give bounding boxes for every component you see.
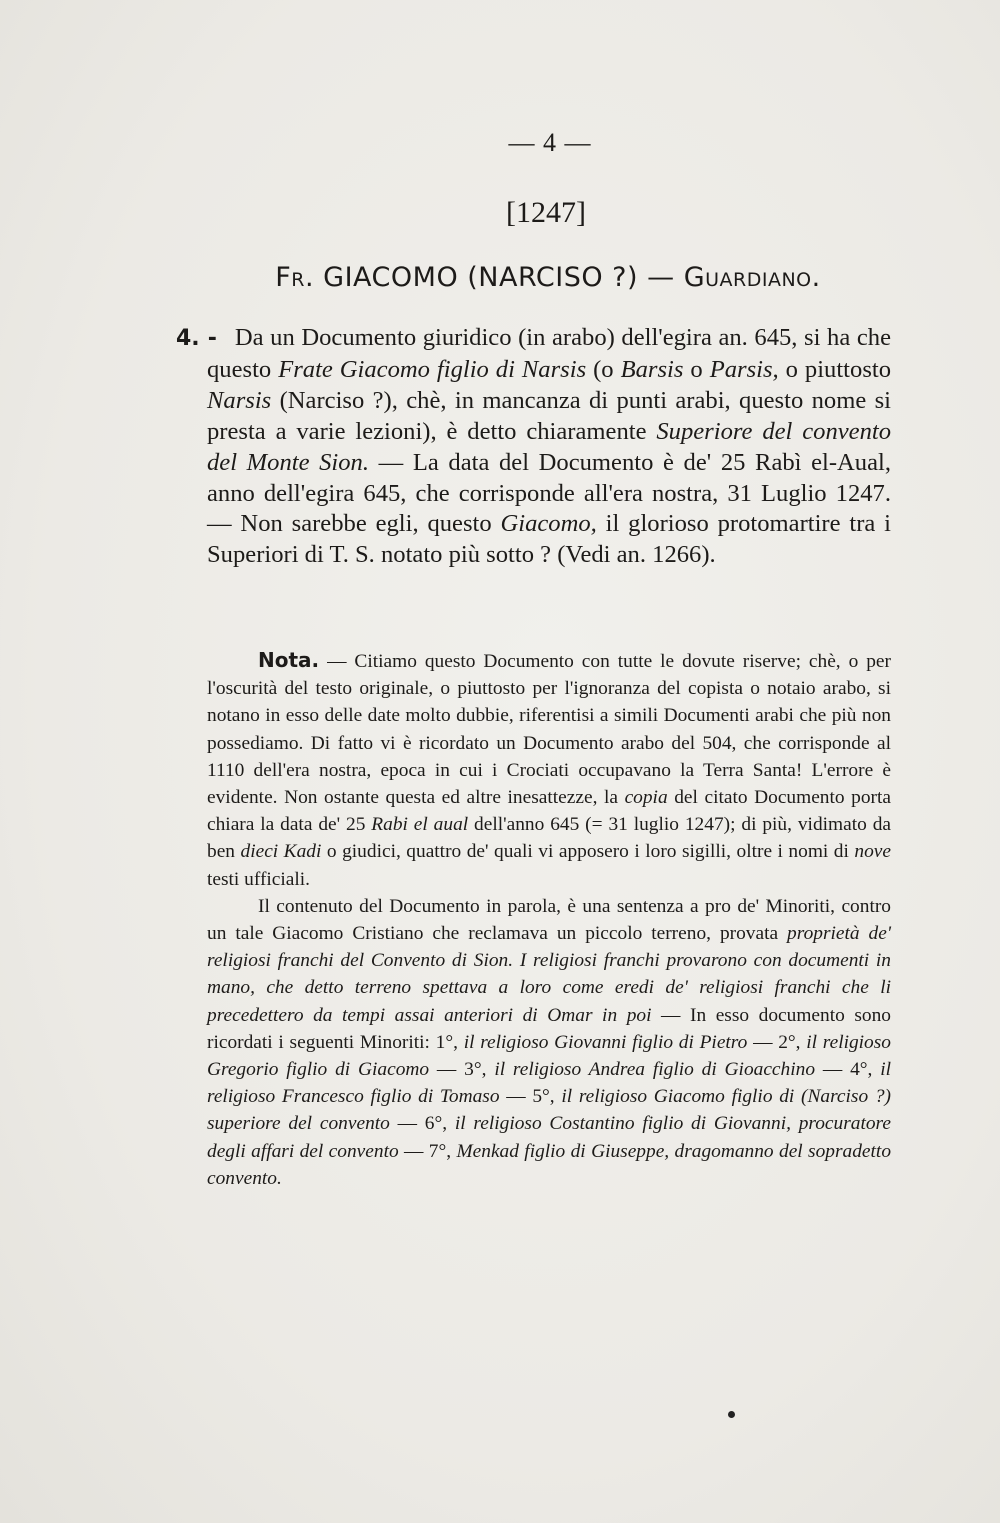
italic-text: copia	[624, 787, 668, 809]
ink-spot	[728, 1411, 735, 1418]
text-run: o	[683, 355, 710, 383]
italic-text: il religioso Gregorio figlio di Giacomo	[207, 1031, 891, 1081]
note-paragraph-2-body	[207, 896, 891, 1189]
text-run: Da un Documento giuridico (in arabo) dell'egira an. 645, si ha che questo	[207, 324, 891, 383]
text-run: — La data del Documento è de' 25 Rabì el-Aual, anno dell'egira 645, che corrisponde all'era nostra, 31 Luglio 1247. — Non sarebbe egli, questo	[207, 448, 892, 538]
text-run: o giudici, quattro de' quali vi apposero i loro sigilli, oltre i nomi di	[321, 841, 855, 863]
note-paragraph-2	[207, 893, 891, 1192]
italic-text: Giacomo,	[500, 510, 597, 538]
entry-number: 4. -	[176, 326, 217, 351]
italic-text: Menkad figlio di Giuseppe, dragomanno del sopradetto convento.	[207, 1140, 892, 1189]
year-heading: [1247]	[506, 196, 586, 229]
italic-text: Rabi el aual	[371, 814, 469, 836]
italic-text: Narsis	[207, 386, 272, 414]
text-run: Il contenuto del Documento in parola, è una sentenza a pro de' Minoriti, contro un tale Giacomo Cristiano che reclamava un piccolo terreno, provata	[207, 895, 891, 945]
entry-paragraph	[176, 323, 892, 571]
entry-body	[207, 324, 891, 568]
text-run: del citato Documento porta chiara la data de' 25	[207, 787, 891, 836]
text-run: (Narciso ?), chè, in mancanza di punti arabi, questo nome si presta a varie lezioni), è detto chiaramente	[207, 386, 891, 445]
italic-text: nove	[854, 841, 891, 863]
text-run: — 4°,	[815, 1059, 881, 1081]
text-run: — 6°,	[389, 1113, 455, 1135]
italic-text: Superiore del convento del Monte Sion.	[207, 417, 892, 476]
italic-text: Barsis	[620, 355, 684, 383]
italic-text: il religioso Giovanni figlio di Pietro	[463, 1031, 748, 1053]
italic-text: Parsis,	[709, 355, 779, 383]
italic-text: il religioso Andrea figlio di Gioacchino	[494, 1059, 816, 1081]
text-run: dell'anno 645 (= 31 luglio 1247); di più, vidimato da ben	[207, 814, 891, 863]
text-run: — In esso documento sono ricordati i seguenti Minoriti: 1°,	[207, 1004, 891, 1053]
note-paragraph-1	[207, 647, 891, 893]
text-run: testi ufficiali.	[207, 868, 311, 890]
italic-text: il religioso Francesco figlio di Tomaso	[207, 1059, 892, 1108]
text-run: (o	[586, 355, 621, 383]
italic-text: il religioso Costantino figlio di Giovanni, procuratore degli affari del convento	[207, 1113, 891, 1162]
italic-text: dieci Kadi	[240, 841, 322, 863]
italic-text: il religioso Giacomo figlio di (Narciso ?) superiore del convento	[207, 1086, 892, 1135]
note-label: Nota.	[258, 648, 320, 672]
text-run: il glorioso protomartire tra i Superiori di T. S. notato più sotto ? (Vedi an. 1266).	[207, 510, 891, 569]
text-run: — 7°,	[398, 1140, 457, 1162]
text-run: — 2°,	[747, 1031, 807, 1053]
note-paragraph-1-body	[207, 651, 891, 890]
text-run: o piuttosto	[778, 355, 892, 383]
text-run: — 5°,	[499, 1086, 562, 1108]
italic-text: Frate Giacomo figlio di Narsis	[278, 355, 587, 383]
section-heading: Fr. GIACOMO (NARCISO ?) — Guardiano.	[275, 262, 821, 293]
page-number: — 4 —	[508, 128, 592, 157]
text-run: — Citiamo questo Documento con tutte le dovute riserve; chè, o per l'oscurità del testo originale, o piuttosto per l'ignoranza del copista o notaio arabo, si notano in esso delle date molto dubbie, riferentisi a simili Documenti arabi che più non possediamo. Di fatto vi è ricordato un Documento arabo del 504, che corrisponde al 1110 dell'era nostra, epoca in cui i Crociati occupavano la Terra Santa! L'errore è evidente. Non ostante questa ed altre inesattezze, la	[207, 651, 891, 809]
text-run: — 3°,	[429, 1059, 495, 1081]
entry-text	[176, 323, 892, 571]
italic-text: proprietà de' religiosi franchi del Convento di Sion. I religiosi franchi provarono con documenti in mano, che detto terreno spettava a loro come eredi de' religiosi franchi che li precedettero da tempi assai anteriori di Omar in poi	[207, 923, 891, 1026]
footnote	[207, 647, 891, 1192]
